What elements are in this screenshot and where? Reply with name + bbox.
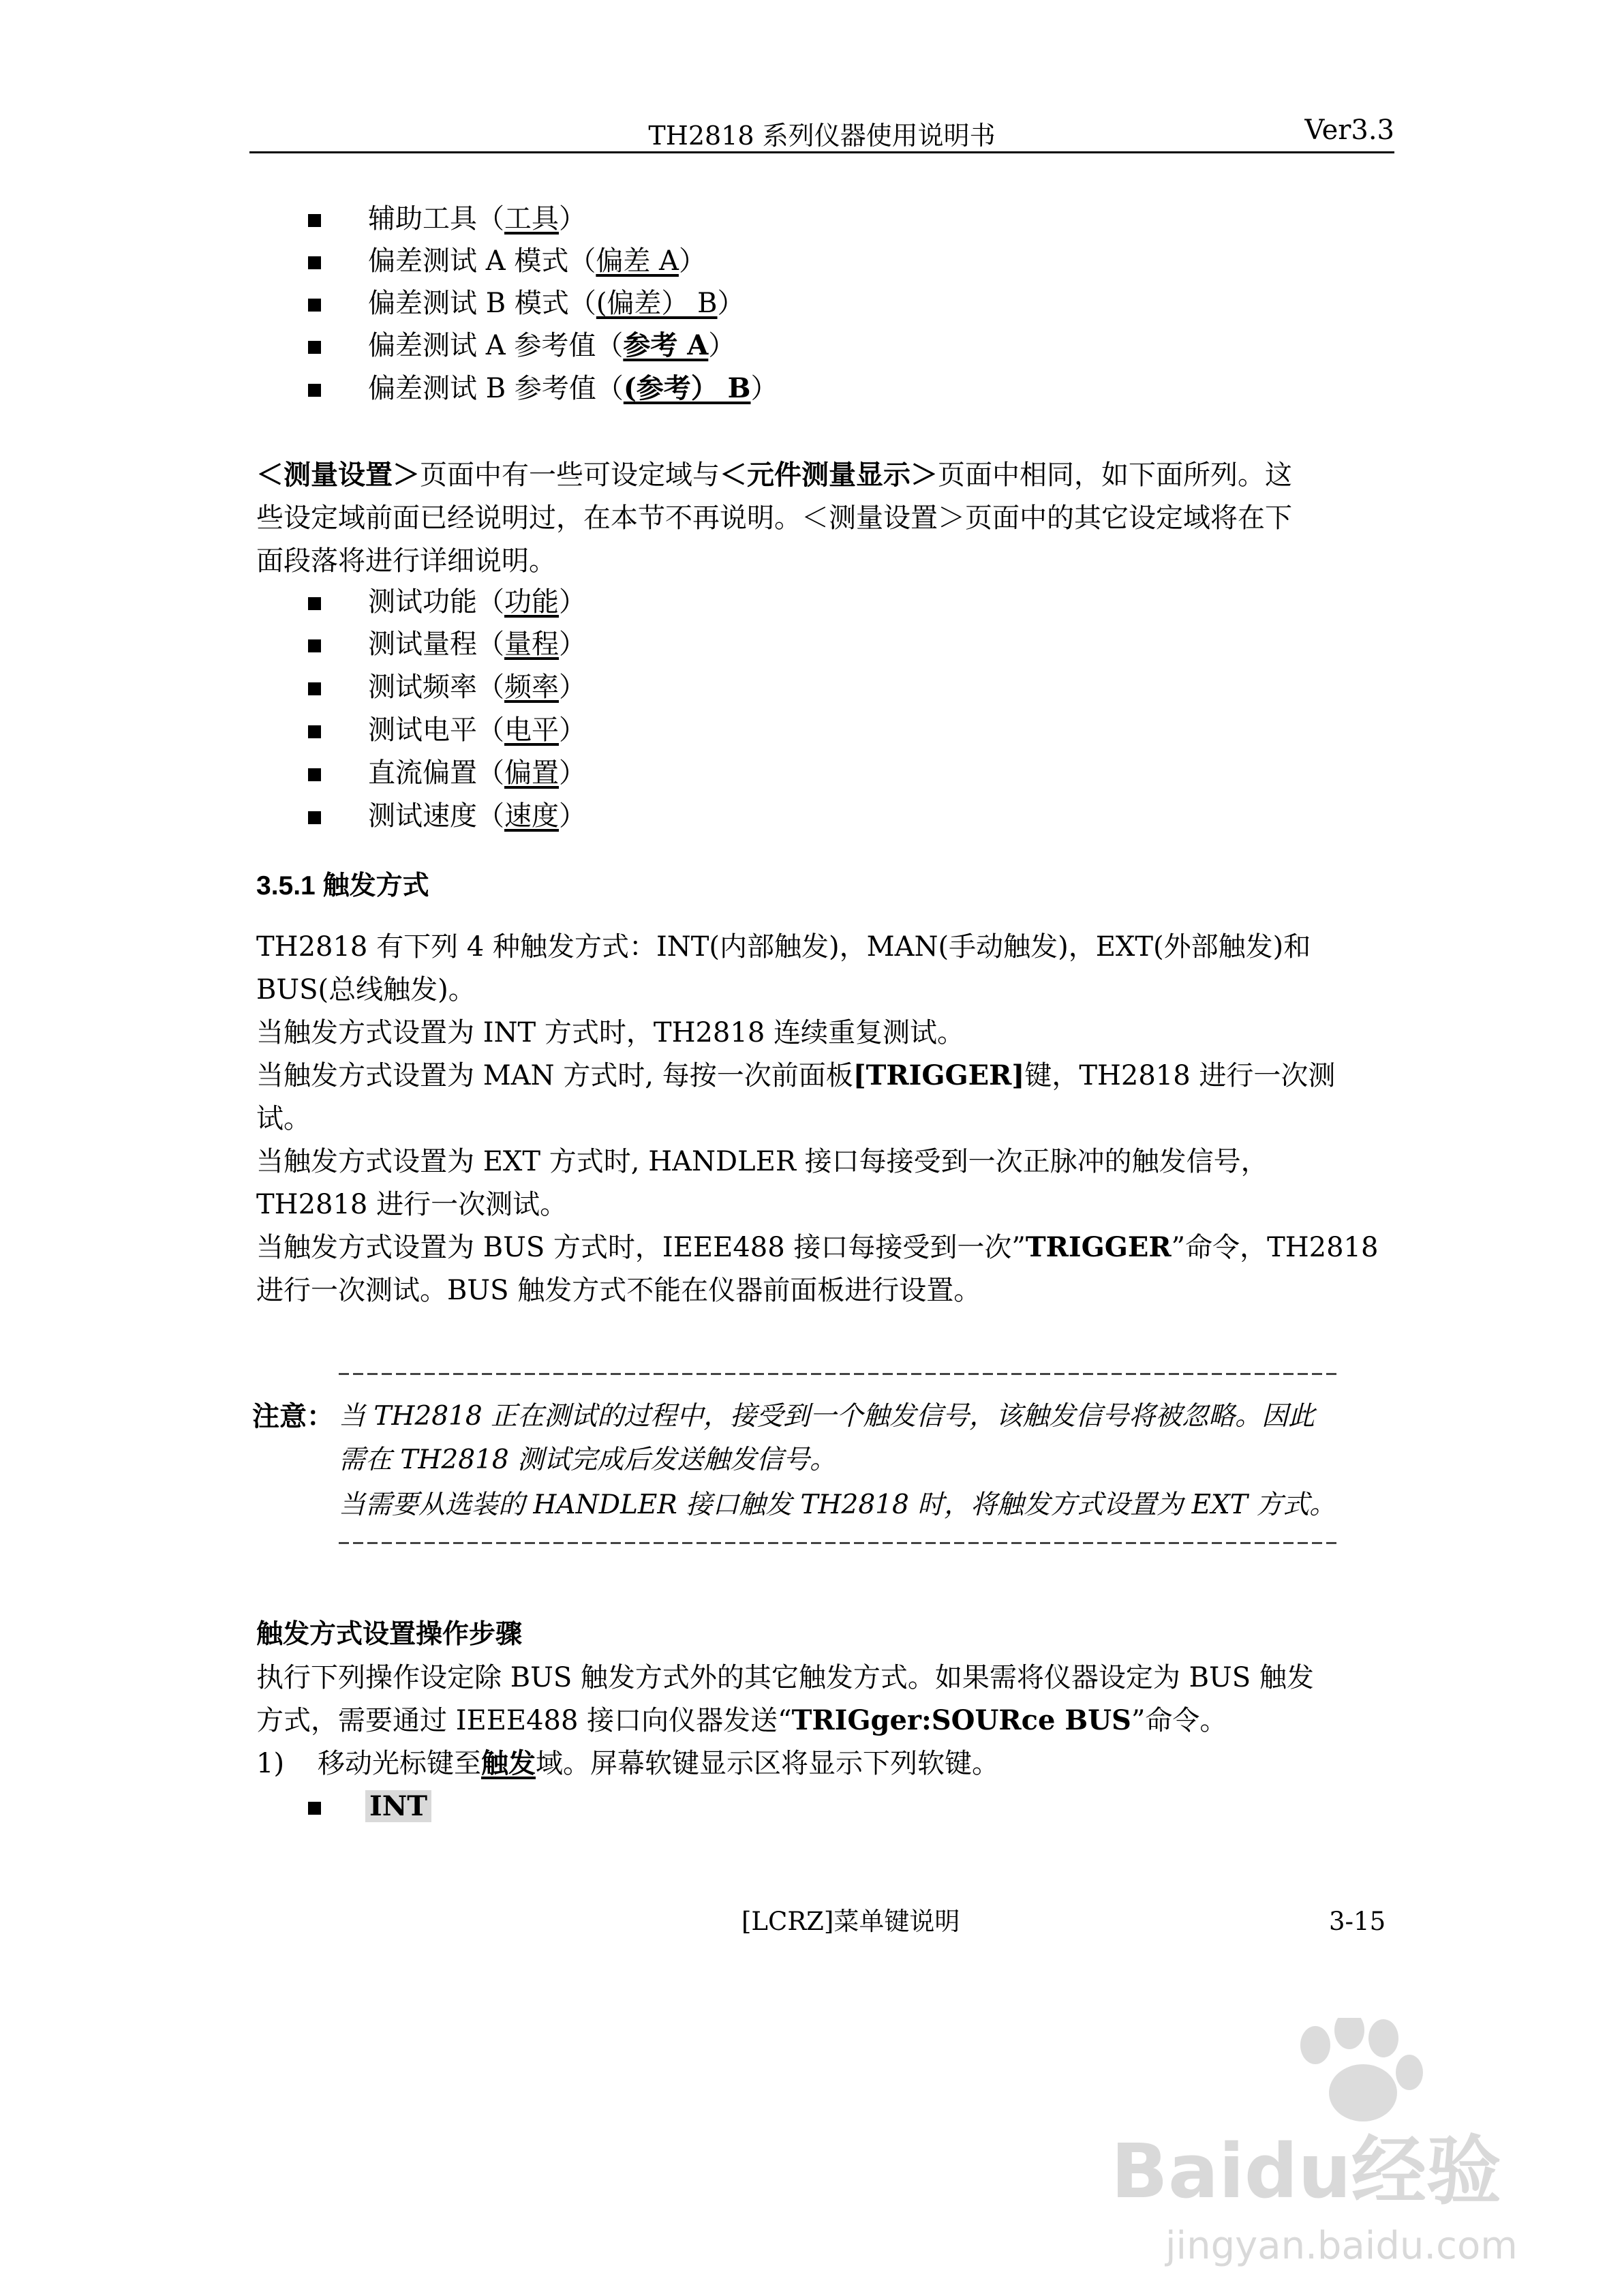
section-title: 3.5.1 触发方式 <box>256 871 429 901</box>
list-item: 测试功能（功能） <box>368 586 586 618</box>
body-line: TH2818 有下列 4 种触发方式：INT(内部触发)，MAN(手动触发)，EXT(外部触发)和 <box>256 931 1311 963</box>
bullet-icon <box>308 384 321 397</box>
body-line: 进行一次测试。BUS 触发方式不能在仪器前面板进行设置。 <box>256 1275 981 1306</box>
step-number: 1) <box>256 1748 285 1779</box>
bullet-icon <box>308 725 321 738</box>
baidu-watermark <box>1104 2018 1581 2277</box>
bullet-icon <box>308 597 321 610</box>
body-line: 当触发方式设置为 EXT 方式时, HANDLER 接口每接受到一次正脉冲的触发信号， <box>256 1146 1268 1177</box>
note-label: 注意： <box>252 1400 334 1432</box>
list-item: 测试频率（频率） <box>368 671 586 703</box>
list-item: 偏差测试 B 参考值（(参考） B） <box>368 372 778 404</box>
steps-line: 执行下列操作设定除 BUS 触发方式外的其它触发方式。如果需将仪器设定为 BUS 触发 <box>256 1662 1314 1693</box>
body-line: 当触发方式设置为 BUS 方式时，IEEE488 接口每接受到一次”TRIGGER”命令，TH2818 <box>256 1231 1379 1263</box>
bullet-icon <box>308 768 321 781</box>
steps-title: 触发方式设置操作步骤 <box>256 1618 523 1650</box>
bullet-icon <box>308 682 321 695</box>
bullet-icon <box>308 299 321 312</box>
body-line: TH2818 进行一次测试。 <box>256 1189 568 1220</box>
list-item: 辅助工具（工具） <box>368 203 586 235</box>
body-line: 当触发方式设置为 MAN 方式时, 每按一次前面板[TRIGGER]键，TH2818 进行一次测 <box>256 1059 1336 1091</box>
bullet-icon <box>308 811 321 824</box>
list-item: 偏差测试 A 参考值（参考 A） <box>368 329 736 361</box>
list-item: 直流偏置（偏置） <box>368 757 586 789</box>
intro-line: ＜测量设置＞页面中有一些可设定域与＜元件测量显示＞页面中相同，如下面所列。这 <box>256 459 1292 491</box>
list-item: 测试量程（量程） <box>368 629 586 660</box>
bullet-icon <box>308 214 321 227</box>
footer-section: [LCRZ]菜单键说明 <box>741 1907 960 1936</box>
note-line: 需在 TH2818 测试完成后发送触发信号。 <box>339 1445 837 1475</box>
body-line: 试。 <box>256 1103 311 1134</box>
bullet-icon <box>308 341 321 354</box>
step-text: 移动光标键至触发域。屏幕软键显示区将显示下列软键。 <box>318 1747 999 1779</box>
header-rule <box>249 151 1394 153</box>
list-item: 偏差测试 A 模式（偏差 A） <box>368 245 706 277</box>
bullet-icon <box>308 639 321 652</box>
header-version: Ver3.3 <box>1304 115 1394 146</box>
watermark-url: jingyan.baidu.com <box>1165 2224 1518 2268</box>
list-item: 测试电平（电平） <box>368 714 586 746</box>
list-item: 测试速度（速度） <box>368 800 586 832</box>
softkey-int: INT <box>365 1789 431 1824</box>
body-line: BUS(总线触发)。 <box>256 974 476 1006</box>
steps-line: 方式，需要通过 IEEE488 接口向仪器发送“TRIGger:SOURce BUS”命令。 <box>256 1704 1227 1736</box>
header-title: TH2818 系列仪器使用说明书 <box>648 121 996 151</box>
list-item: 偏差测试 B 模式（(偏差） B） <box>368 288 745 319</box>
body-line: 当触发方式设置为 INT 方式时，TH2818 连续重复测试。 <box>256 1017 964 1048</box>
watermark-brand: Baidu经验 <box>1111 2128 1501 2215</box>
page-header <box>249 115 1394 153</box>
note-line: 当 TH2818 正在测试的过程中，接受到一个触发信号，该触发信号将被忽略。因此 <box>339 1401 1315 1432</box>
note-divider-bottom <box>339 1542 1341 1544</box>
bullet-icon <box>308 1802 321 1815</box>
intro-line: 些设定域前面已经说明过，在本节不再说明。＜测量设置＞页面中的其它设定域将在下 <box>256 502 1292 534</box>
bullet-icon <box>308 256 321 269</box>
intro-line: 面段落将进行详细说明。 <box>256 545 556 577</box>
footer-page-number: 3-15 <box>1329 1907 1386 1936</box>
note-line: 当需要从选装的 HANDLER 接口触发 TH2818 时，将触发方式设置为 EXT 方式。 <box>339 1490 1336 1520</box>
note-divider-top <box>339 1373 1341 1375</box>
